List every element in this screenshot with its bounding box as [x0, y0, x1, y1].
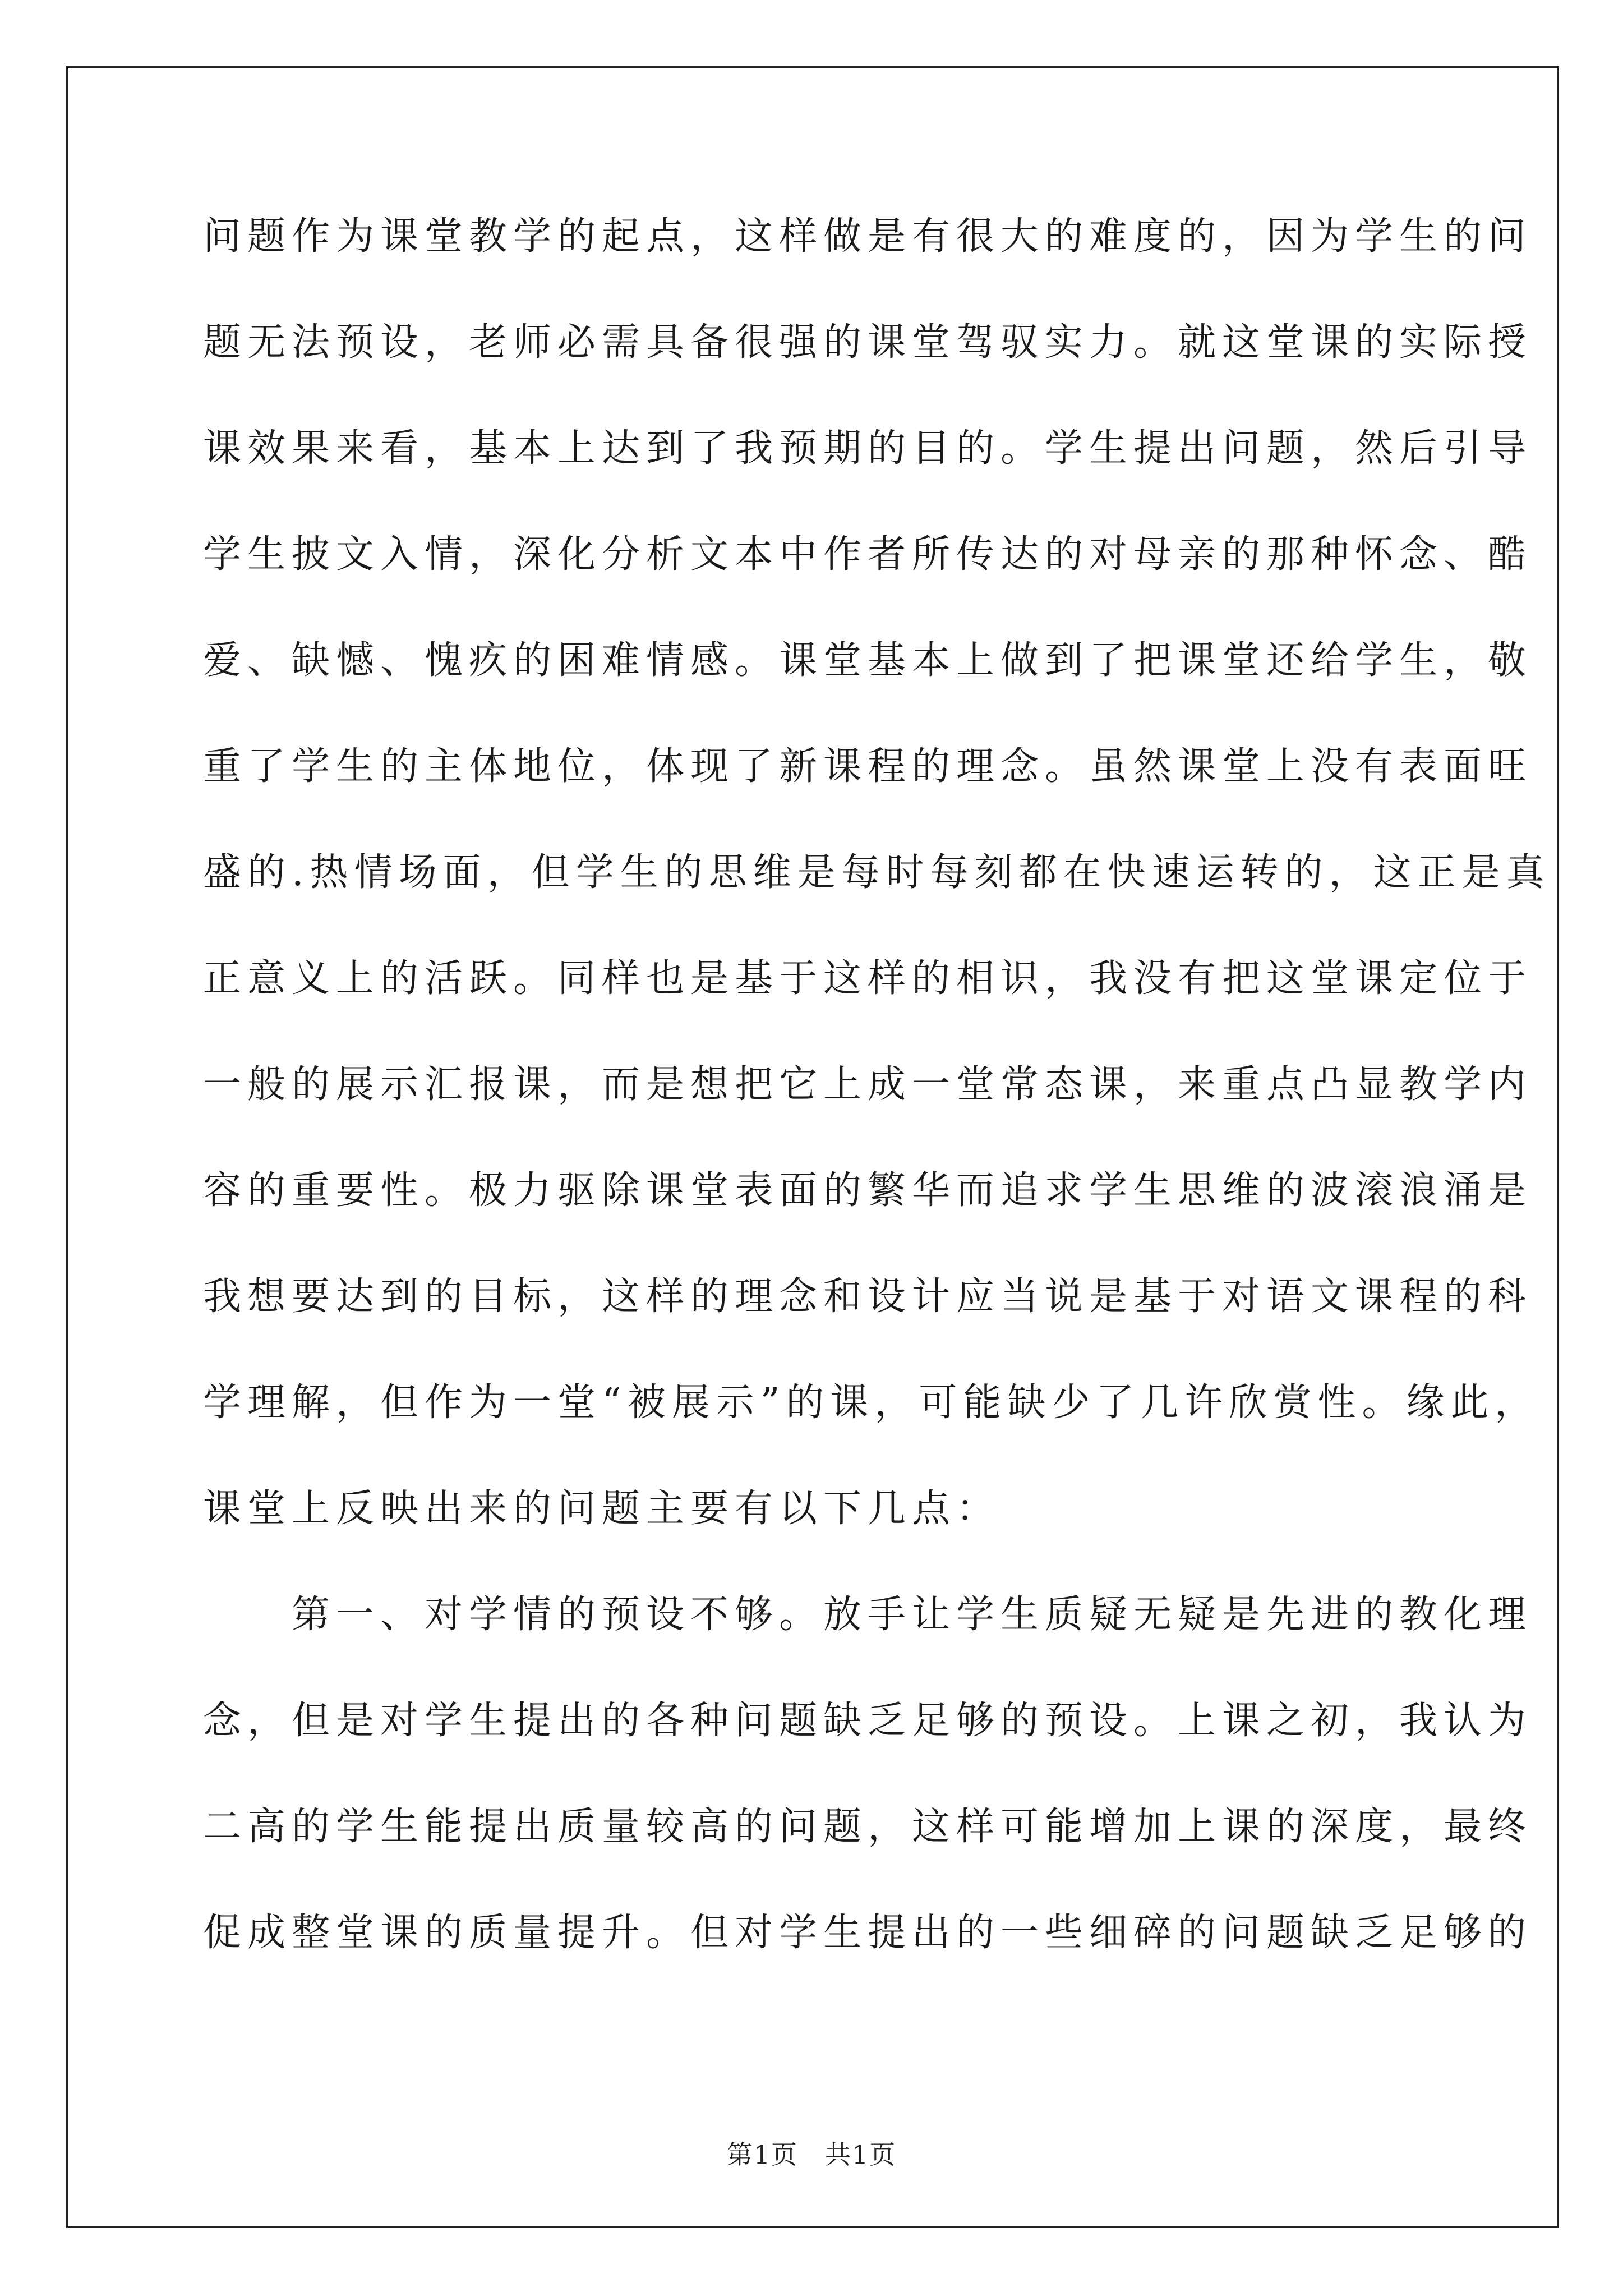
text-line: 重了学生的主体地位，体现了新课程的理念。虽然课堂上没有表面旺 [203, 744, 1533, 789]
text-line: 我想要达到的目标，这样的理念和设计应当说是基于对语文课程的科 [203, 1274, 1533, 1319]
text-line: 课效果来看，基本上达到了我预期的目的。学生提出问题，然后引导 [203, 426, 1533, 471]
page-footer: 第1页 共1页 [726, 2139, 897, 2170]
text-line: 一般的展示汇报课，而是想把它上成一堂常态课，来重点凸显教学内 [203, 1062, 1533, 1107]
text-line: 学生披文入情，深化分析文本中作者所传达的对母亲的那种怀念、酷 [203, 532, 1533, 577]
text-line: 念，但是对学生提出的各种问题缺乏足够的预设。上课之初，我认为 [203, 1699, 1533, 1743]
text-line: 正意义上的活跃。同样也是基于这样的相识，我没有把这堂课定位于 [203, 956, 1533, 1001]
text-line: 问题作为课堂教学的起点，这样做是有很大的难度的，因为学生的问 [203, 214, 1533, 259]
text-line: 促成整堂课的质量提升。但对学生提出的一些细碎的问题缺乏足够的 [203, 1911, 1533, 1955]
text-line: 课堂上反映出来的问题主要有以下几点： [203, 1487, 1001, 1531]
text-line: 盛的.热情场面，但学生的思维是每时每刻都在快速运转的，这正是真 [203, 850, 1551, 895]
document-body [203, 214, 1551, 2020]
text-line: 二高的学生能提出质量较高的问题，这样可能增加上课的深度，最终 [203, 1805, 1533, 1849]
text-line: 第一、对学情的预设不够。放手让学生质疑无疑是先进的教化理 [203, 1593, 1533, 1637]
text-line: 题无法预设，老师必需具备很强的课堂驾驭实力。就这堂课的实际授 [203, 320, 1533, 365]
text-line: 爱、缺憾、愧疚的困难情感。课堂基本上做到了把课堂还给学生，敬 [203, 638, 1533, 683]
text-line: 学理解，但作为一堂“被展示”的课，可能缺少了几许欣赏性。缘此， [203, 1381, 1539, 1425]
text-line: 容的重要性。极力驱除课堂表面的繁华而追求学生思维的波滚浪涌是 [203, 1168, 1533, 1213]
